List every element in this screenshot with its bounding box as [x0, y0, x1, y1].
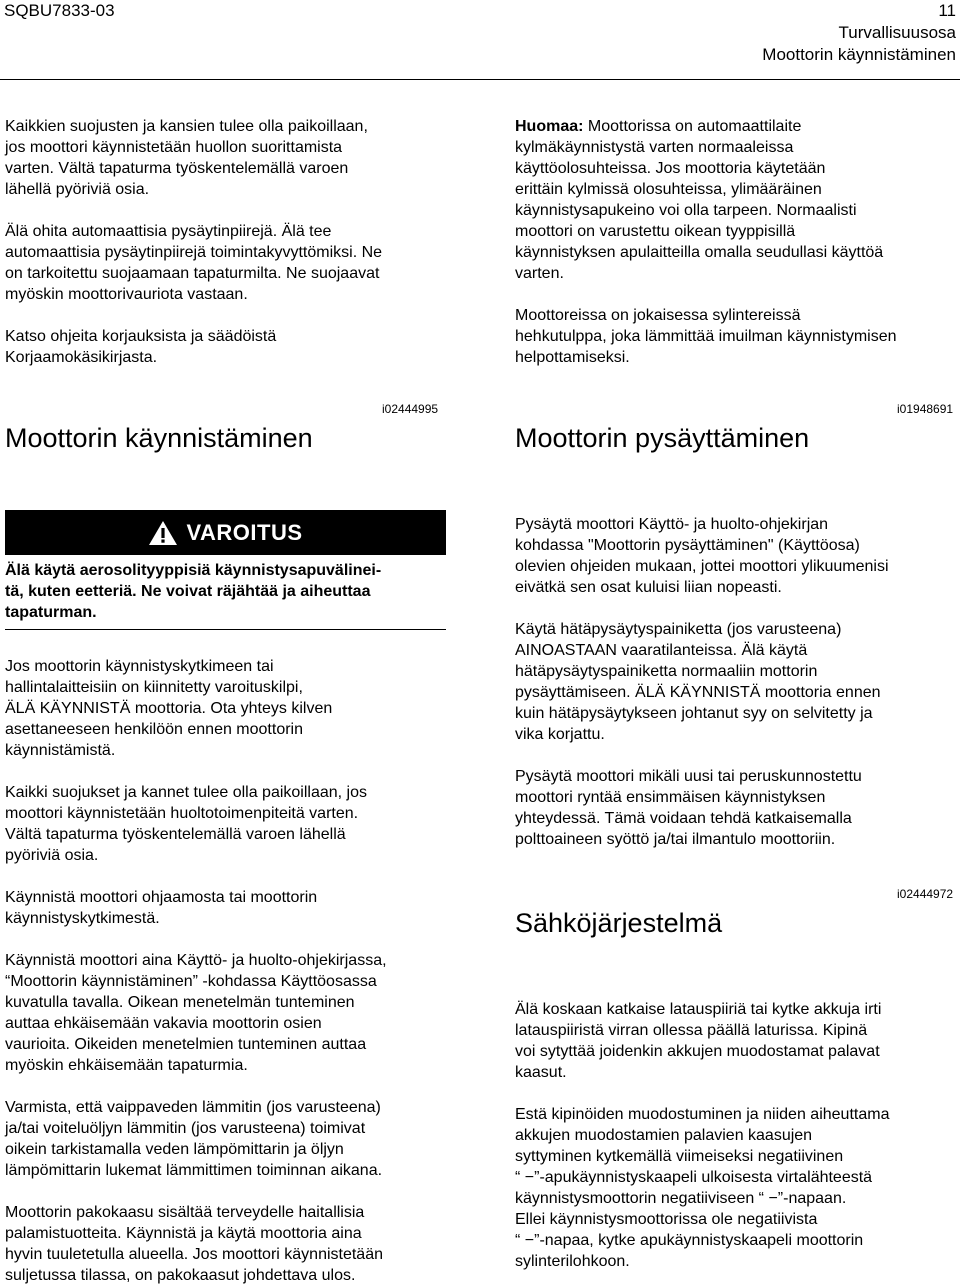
- start-paragraph: Kaikki suojukset ja kannet tulee olla paikoillaan, jos moottori käynnistetään huoltotoimenpiteitä varten. Vältä tapaturma työskentelemällä varoen lähellä pyöriviä osia.: [5, 784, 367, 864]
- subsection-name: Moottorin käynnistäminen: [762, 45, 956, 64]
- electrical-section-title: Sähköjärjestelmä: [515, 908, 723, 938]
- stop-paragraph: Käytä hätäpysäytyspainiketta (jos varusteena) AINOASTAAN vaaratilanteissa. Älä käytä hätäpysäytyspainiketta normaaliin mottorin pysäyttämiseen. ÄLÄ KÄYNNISTÄ moottoria ennen kuin hätäpysäytykseen johtanut syy on selvitetty ja vika korjattu.: [515, 621, 881, 743]
- electrical-section-body: [515, 999, 955, 1272]
- intro-paragraph: Älä ohita automaattisia pysäytinpiirejä. Älä tee automaattisia pysäytinpiirejä toimintakyvyttömiksi. Ne on tarkoitettu suojaamaan tapaturmilta. Ne suojaavat myöskin moottorivauriota vastaan.: [5, 223, 383, 303]
- start-paragraph: Varmista, että vaippaveden lämmitin (jos varusteena) ja/tai voiteluöljyn lämmitin (jos varusteena) toimivat oikein tarkistamalla veden lämpömittarin ja öljyn lämpömittarin lukemat lämmittimen toiminnan aikana.: [5, 1099, 383, 1179]
- start-paragraph: Käynnistä moottori aina Käyttö- ja huolto-ohjekirjassa, “Moottorin käynnistäminen” -kohdassa Käyttöosassa kuvatulla tavalla. Oikean menetelmän tunteminen auttaa ehkäisemään vakavia moottorin osien vaurioita. Oikeiden menetelmien tunteminen auttaa myöskin ehkäisemään tapaturmia.: [5, 952, 387, 1074]
- warning-label: VAROITUS: [186, 519, 303, 545]
- header-divider: [0, 79, 960, 80]
- electrical-section-id: i02444972: [897, 887, 954, 901]
- glow-plug-paragraph: Moottoreissa on jokaisessa sylintereissä hehkutulppa, joka lämmittää imuilman käynnistymisen helpottamiseksi.: [515, 307, 897, 366]
- intro-paragraph: Kaikkien suojusten ja kansien tulee olla paikoillaan, jos moottori käynnistetään huollon suorittamista varten. Vältä tapaturma työskentelemällä varoen lähellä pyöriviä osia.: [5, 118, 368, 198]
- intro-left-column: [5, 116, 447, 368]
- start-section-id: i02444995: [382, 402, 439, 416]
- warning-divider: [5, 629, 446, 630]
- intro-paragraph: Katso ohjeita korjauksista ja säädöistä Korjaamokäsikirjasta.: [5, 328, 277, 366]
- stop-section-id: i01948691: [897, 402, 954, 416]
- start-section-title: Moottorin käynnistäminen: [5, 423, 313, 453]
- electrical-paragraph: Älä koskaan katkaise latauspiiriä tai kytke akkuja irti latauspiiristä virran ollessa päällä laturissa. Kipinä voi sytyttää joidenkin akkujen muodostamat palavat kaasut.: [515, 1001, 882, 1081]
- start-paragraph: Moottorin pakokaasu sisältää terveydelle haitallisia palamistuotteita. Käynnistä ja käytä moottoria aina hyvin tuuletetulla alueella. Jos moottori käynnistetään suljetussa tilassa, on pakokaasut johdettava ulos.: [5, 1204, 383, 1284]
- start-paragraph: Käynnistä moottori ohjaamosta tai moottorin käynnistyskytkimestä.: [5, 889, 318, 927]
- start-paragraph: Jos moottorin käynnistyskytkimeen tai hallintalaitteisiin on kiinnitetty varoituskilpi, ÄLÄ KÄYNNISTÄ moottoria. Ota yhteys kilven asettaneeseen henkilöön ennen moottorin käynnistämistä.: [5, 658, 333, 759]
- document-code: SQBU7833-03: [4, 1, 115, 20]
- section-name: Turvallisuusosa: [838, 23, 956, 42]
- start-section-body: [5, 656, 447, 1286]
- warning-triangle-icon: [148, 520, 178, 546]
- stop-paragraph: Pysäytä moottori mikäli uusi tai peruskunnostettu moottori ryntää ensimmäisen käynnistyksen yhteydessä. Tämä voidaan tehdä katkaisemalla polttoaineen syöttö ja/tai ilmantulo moottoriin.: [515, 768, 862, 848]
- note-paragraph: Huomaa: Moottorissa on automaattilaite kylmäkäynnistystä varten normaaleissa käyttöolosuhteissa. Jos moottoria käytetään erittäin kylmissä olosuhteissa, ylimääräinen käynnistysapukeino voi olla tarpeen. Normaalisti moottori on varustettu oikean tyyppisillä käynnistyksen apulaitteilla omalla seudullasi käyttöä varten.: [515, 118, 884, 282]
- stop-paragraph: Pysäytä moottori Käyttö- ja huolto-ohjekirjan kohdassa "Moottorin pysäyttäminen" (Käyttöosa) olevien ohjeiden mukaan, jottei moottori ylikuumenisi eivätkä sen osat kuluisi liian nopeasti.: [515, 516, 889, 596]
- stop-section-body: [515, 514, 955, 850]
- stop-section-title: Moottorin pysäyttäminen: [515, 423, 810, 453]
- page-header-right: [762, 0, 956, 66]
- warning-text: Älä käytä aerosolityyppisiä käynnistysapuvälinei- tä, kuten eetteriä. Ne voivat räjähtää ja aiheuttaa tapaturman.: [5, 562, 382, 621]
- electrical-paragraph: Estä kipinöiden muodostuminen ja niiden aiheuttama akkujen muodostamien palavien kaasujen syttyminen kytkemällä viimeiseksi negatiivinen “ −”-apukäynnistyskaapeli ulkoisesta virtalähteestä käynnistysmoottorin negatiiviseen “ −”-napaan. Ellei käynnistysmoottorissa ole negatiivista “ −”-napaa, kytke apukäynnistyskaapeli moottorin sylinterilohkoon.: [515, 1106, 890, 1270]
- page-number: 11: [938, 1, 956, 20]
- warning-banner: [5, 510, 446, 555]
- intro-right-column: [515, 116, 955, 368]
- note-label: Huomaa:: [515, 118, 584, 135]
